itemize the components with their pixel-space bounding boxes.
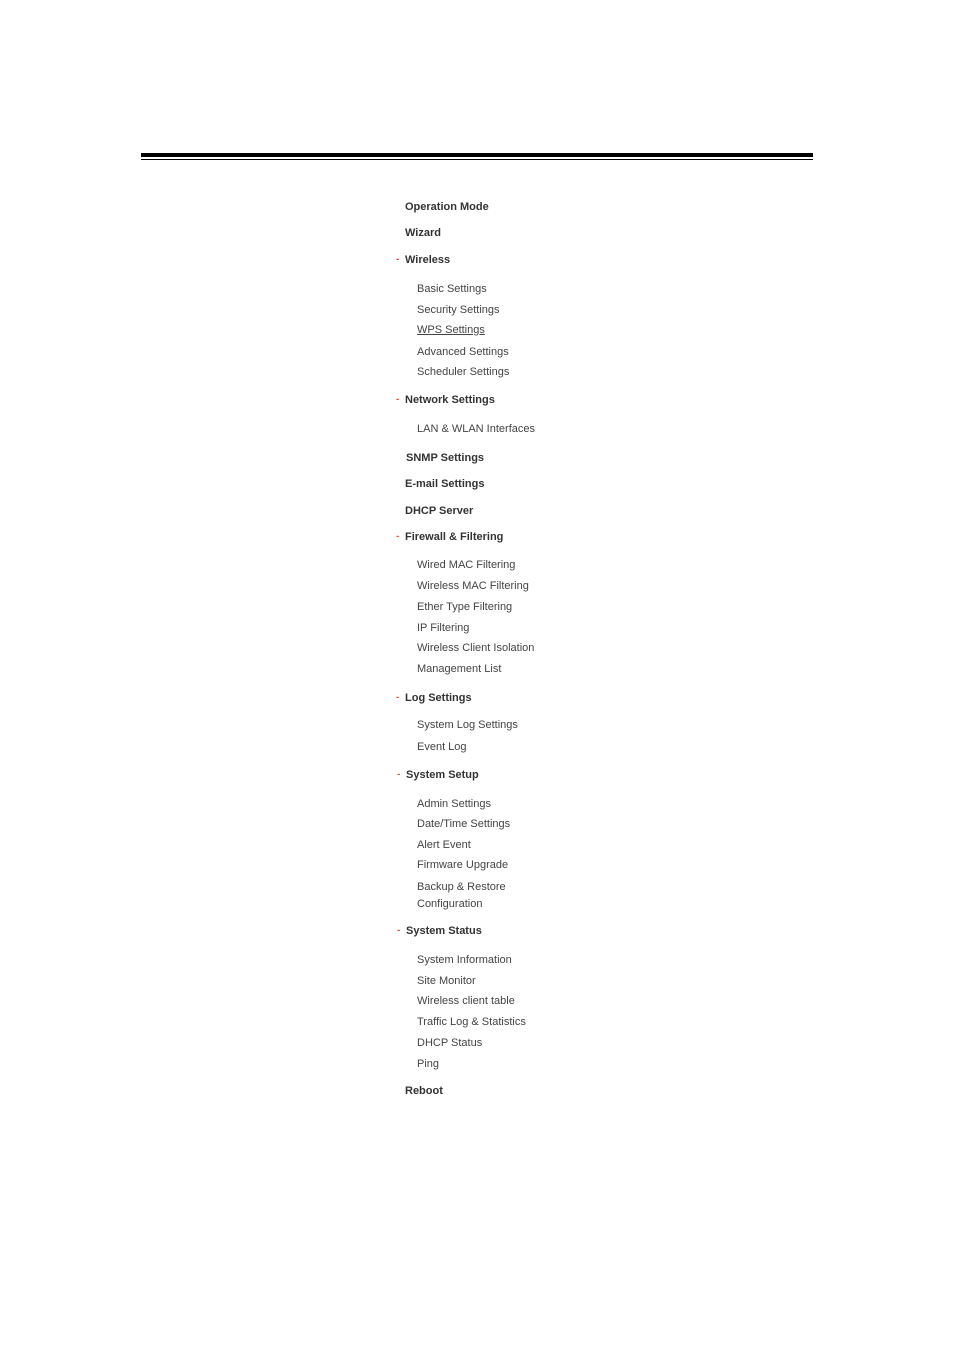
submenu-site-monitor[interactable]: Site Monitor <box>417 975 476 987</box>
menu-dhcp-server[interactable]: DHCP Server <box>405 505 474 517</box>
submenu-event-log[interactable]: Event Log <box>417 741 467 753</box>
submenu-security-settings[interactable]: Security Settings <box>417 304 500 316</box>
menu-wireless-label: Wireless <box>405 254 451 266</box>
menu-wireless[interactable] <box>396 252 451 268</box>
menu-log-settings-label: Log Settings <box>405 692 472 704</box>
submenu-scheduler-settings[interactable]: Scheduler Settings <box>417 366 510 378</box>
menu-system-setup-label: System Setup <box>406 769 479 781</box>
submenu-advanced-settings[interactable]: Advanced Settings <box>417 346 509 358</box>
submenu-management-list[interactable]: Management List <box>417 663 502 675</box>
submenu-wireless-client-isolation[interactable]: Wireless Client Isolation <box>417 642 535 654</box>
submenu-basic-settings[interactable]: Basic Settings <box>417 283 487 295</box>
menu-wizard[interactable]: Wizard <box>405 227 441 239</box>
collapse-icon: - <box>396 254 400 265</box>
submenu-alert-event[interactable]: Alert Event <box>417 839 471 851</box>
submenu-system-log-settings[interactable]: System Log Settings <box>417 719 518 731</box>
submenu-backup-restore-configuration[interactable]: Configuration <box>417 898 483 910</box>
submenu-wireless-client-table[interactable]: Wireless client table <box>417 995 515 1007</box>
submenu-system-information[interactable]: System Information <box>417 954 512 966</box>
submenu-wired-mac-filtering[interactable]: Wired MAC Filtering <box>417 559 516 571</box>
collapse-icon: - <box>396 394 400 405</box>
submenu-dhcp-status[interactable]: DHCP Status <box>417 1037 483 1049</box>
submenu-wireless-mac-filtering[interactable]: Wireless MAC Filtering <box>417 580 529 592</box>
menu-firewall-filtering[interactable] <box>396 529 504 545</box>
menu-log-settings[interactable] <box>396 690 472 706</box>
collapse-icon: - <box>397 769 401 780</box>
collapse-icon: - <box>397 925 401 936</box>
menu-system-status[interactable] <box>397 923 482 939</box>
menu-email-settings[interactable]: E-mail Settings <box>405 478 485 490</box>
submenu-lan-wlan-interfaces[interactable]: LAN & WLAN Interfaces <box>417 423 535 435</box>
submenu-admin-settings[interactable]: Admin Settings <box>417 798 491 810</box>
menu-reboot[interactable]: Reboot <box>405 1085 443 1097</box>
submenu-firmware-upgrade[interactable]: Firmware Upgrade <box>417 859 509 871</box>
submenu-ip-filtering[interactable]: IP Filtering <box>417 622 470 634</box>
collapse-icon: - <box>396 531 400 542</box>
submenu-ping[interactable]: Ping <box>417 1058 440 1070</box>
menu-system-status-label: System Status <box>406 925 482 937</box>
menu-network-settings-label: Network Settings <box>405 394 495 406</box>
collapse-icon: - <box>396 692 400 703</box>
submenu-wps-settings[interactable]: WPS Settings <box>417 324 485 336</box>
submenu-ether-type-filtering[interactable]: Ether Type Filtering <box>417 601 513 613</box>
submenu-backup-restore[interactable]: Backup & Restore <box>417 881 506 893</box>
menu-operation-mode[interactable]: Operation Mode <box>405 201 489 213</box>
submenu-date-time-settings[interactable]: Date/Time Settings <box>417 818 511 830</box>
submenu-traffic-log-statistics[interactable]: Traffic Log & Statistics <box>417 1016 526 1028</box>
menu-network-settings[interactable] <box>396 392 495 408</box>
menu-snmp-settings[interactable]: SNMP Settings <box>406 452 485 464</box>
menu-firewall-filtering-label: Firewall & Filtering <box>405 531 504 543</box>
menu-system-setup[interactable] <box>397 767 479 783</box>
